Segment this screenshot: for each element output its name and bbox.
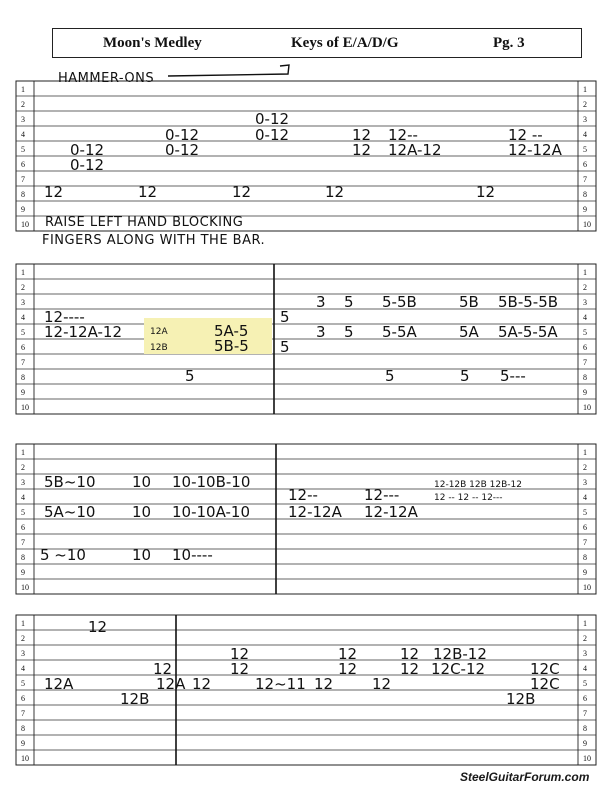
tab-note: 0-12: [165, 141, 200, 159]
string-number: 10: [583, 754, 591, 763]
string-number: 10: [21, 220, 29, 229]
string-number: 9: [583, 739, 587, 748]
tab-note: 5A: [459, 323, 479, 341]
string-number: 4: [21, 493, 25, 502]
tab-note: 12 -- 12 -- 12---: [434, 493, 503, 503]
tab-note: 12-12A: [288, 503, 342, 521]
string-number: 4: [21, 664, 25, 673]
song-title: Moon's Medley: [103, 35, 202, 51]
string-number: 7: [583, 175, 587, 184]
string-number: 7: [583, 709, 587, 718]
tab-note: 12: [44, 183, 64, 201]
string-number: 6: [583, 523, 587, 532]
tab-note: 12 --: [508, 126, 543, 144]
string-number: 8: [21, 553, 25, 562]
tab-note: 12---: [364, 486, 400, 504]
note-line-2: FINGERS ALONG WITH THE BAR.: [42, 233, 266, 248]
tab-note: 12: [476, 183, 496, 201]
string-number: 4: [21, 313, 25, 322]
tab-note: 12: [314, 675, 334, 693]
tab-note: 12-12A: [364, 503, 418, 521]
string-number: 8: [21, 190, 25, 199]
string-number: 10: [21, 403, 29, 412]
string-number: 8: [21, 373, 25, 382]
string-number: 7: [21, 175, 25, 184]
string-number: 3: [583, 478, 587, 487]
string-number: 7: [583, 538, 587, 547]
string-number: 5: [21, 328, 25, 337]
tab-note: 10----: [172, 546, 213, 564]
tab-note: 10-10B-10: [172, 473, 251, 491]
string-number: 5: [583, 679, 587, 688]
tab-note: 5-5B: [382, 293, 417, 311]
tab-note: 10: [132, 546, 152, 564]
tab-note: 5: [344, 293, 354, 311]
string-number: 2: [583, 463, 587, 472]
tab-note: 12--: [388, 126, 418, 144]
string-number: 6: [583, 160, 587, 169]
string-number: 1: [21, 268, 25, 277]
string-number: 9: [21, 205, 25, 214]
string-number: 4: [583, 130, 587, 139]
tab-note: 12: [232, 183, 252, 201]
string-number: 1: [583, 619, 587, 628]
tab-note: 12: [400, 645, 420, 663]
tab-note: 5: [344, 323, 354, 341]
string-number: 5: [583, 328, 587, 337]
tab-note: 5A~10: [44, 503, 96, 521]
string-number: 9: [21, 568, 25, 577]
string-number: 10: [21, 583, 29, 592]
tab-note: 12A: [44, 675, 74, 693]
string-number: 5: [21, 145, 25, 154]
string-number: 3: [21, 478, 25, 487]
tab-note: 0-12: [165, 126, 200, 144]
string-number: 9: [21, 388, 25, 397]
tab-note: 12: [192, 675, 212, 693]
string-number: 8: [21, 724, 25, 733]
tab-note: 12: [372, 675, 392, 693]
tab-note: 10-10A-10: [172, 503, 251, 521]
system-4-notes: [44, 618, 560, 708]
tab-note: 12-12A: [508, 141, 562, 159]
system-1-notes: [44, 110, 563, 201]
string-number: 3: [21, 115, 25, 124]
string-number: 7: [21, 709, 25, 718]
tab-note: 5: [280, 308, 290, 326]
tab-note: 12B: [150, 343, 168, 353]
string-number: 10: [583, 403, 591, 412]
string-number: 3: [21, 649, 25, 658]
string-number: 3: [583, 298, 587, 307]
tab-note: 5: [280, 338, 290, 356]
string-number: 1: [583, 268, 587, 277]
tab-note: 12C: [530, 660, 560, 678]
tab-note: 12B-12: [433, 645, 487, 663]
system-3-notes: [40, 473, 522, 564]
tab-note: 12: [230, 645, 250, 663]
tab-note: 12: [338, 645, 358, 663]
string-number: 6: [21, 160, 25, 169]
keys-label: Keys of E/A/D/G: [291, 35, 399, 51]
tab-note: 5B-5: [214, 337, 249, 355]
tab-note: 5: [460, 367, 470, 385]
string-number: 4: [583, 313, 587, 322]
string-number: 9: [583, 388, 587, 397]
tab-note: 12: [352, 141, 372, 159]
tab-note: 12A-12: [388, 141, 442, 159]
tab-note: 12: [352, 126, 372, 144]
tab-note: 12: [400, 660, 420, 678]
string-number: 3: [583, 649, 587, 658]
string-number: 4: [583, 664, 587, 673]
string-number: 6: [583, 343, 587, 352]
string-number: 9: [583, 568, 587, 577]
string-number: 7: [21, 358, 25, 367]
staves: [16, 81, 596, 765]
tab-note: 12: [230, 660, 250, 678]
string-number: 4: [21, 130, 25, 139]
string-number: 1: [21, 619, 25, 628]
string-number: 7: [21, 538, 25, 547]
note-line-1: RAISE LEFT HAND BLOCKING: [45, 215, 244, 230]
tab-note: 5: [185, 367, 195, 385]
tab-note: 5-5A: [382, 323, 417, 341]
tab-note: 12-12A-12: [44, 323, 123, 341]
string-number: 5: [21, 679, 25, 688]
string-number: 7: [583, 358, 587, 367]
tab-note: 5B~10: [44, 473, 96, 491]
tab-note: 12: [325, 183, 345, 201]
string-number: 6: [21, 694, 25, 703]
tab-note: 3: [316, 293, 326, 311]
string-number: 1: [21, 448, 25, 457]
string-number: 9: [21, 739, 25, 748]
string-number: 2: [21, 463, 25, 472]
string-number: 6: [21, 343, 25, 352]
tab-note: 5B-5-5B: [498, 293, 559, 311]
tab-note: 12C-12: [431, 660, 486, 678]
tab-note: 12B: [506, 690, 536, 708]
tab-note: 5 ~10: [40, 546, 86, 564]
string-number: 5: [21, 508, 25, 517]
hammer-ons-label: HAMMER-ONS: [58, 71, 155, 86]
tab-note: 12~11: [255, 675, 306, 693]
string-number: 1: [583, 85, 587, 94]
tab-note: 12----: [44, 308, 85, 326]
tab-note: 12--: [288, 486, 318, 504]
tab-note: 5: [385, 367, 395, 385]
string-number: 2: [21, 634, 25, 643]
string-number: 3: [21, 298, 25, 307]
tab-note: 0-12: [70, 141, 105, 159]
tab-note: 10: [132, 503, 152, 521]
tab-note: 0-12: [70, 156, 105, 174]
string-number: 2: [583, 100, 587, 109]
string-number: 9: [583, 205, 587, 214]
string-number: 10: [583, 583, 591, 592]
hammer-ons-bracket: [168, 65, 289, 76]
tab-note: 5A-5-5A: [498, 323, 558, 341]
tab-note: 12A: [156, 675, 186, 693]
tab-note: 3: [316, 323, 326, 341]
string-number: 5: [583, 145, 587, 154]
string-number: 6: [583, 694, 587, 703]
tab-note: 12C: [530, 675, 560, 693]
page-number: Pg. 3: [493, 35, 525, 51]
string-number: 1: [583, 448, 587, 457]
string-number: 4: [583, 493, 587, 502]
tab-note: 12: [88, 618, 108, 636]
string-number: 2: [21, 100, 25, 109]
tab-note: 12: [153, 660, 173, 678]
tab-note: 10: [132, 473, 152, 491]
tab-note: 12A: [150, 327, 168, 337]
site-watermark: SteelGuitarForum.com: [460, 770, 590, 784]
tab-note: 12: [138, 183, 158, 201]
string-number: 10: [21, 754, 29, 763]
string-number: 2: [583, 634, 587, 643]
string-number: 8: [583, 190, 587, 199]
tab-note: 5A-5: [214, 322, 249, 340]
tab-note: 0-12: [255, 110, 290, 128]
tab-note: 5---: [500, 367, 526, 385]
string-number: 8: [583, 724, 587, 733]
string-number: 1: [21, 85, 25, 94]
tab-note: 12B: [120, 690, 150, 708]
tab-note: 5B: [459, 293, 479, 311]
string-number: 5: [583, 508, 587, 517]
string-number: 10: [583, 220, 591, 229]
string-number: 8: [583, 373, 587, 382]
string-number: 6: [21, 523, 25, 532]
string-number: 2: [21, 283, 25, 292]
string-number: 8: [583, 553, 587, 562]
tab-note: 12-12B 12B 12B-12: [434, 480, 523, 490]
string-number: 2: [583, 283, 587, 292]
string-number: 3: [583, 115, 587, 124]
tab-note: 12: [338, 660, 358, 678]
tab-note: 0-12: [255, 126, 290, 144]
